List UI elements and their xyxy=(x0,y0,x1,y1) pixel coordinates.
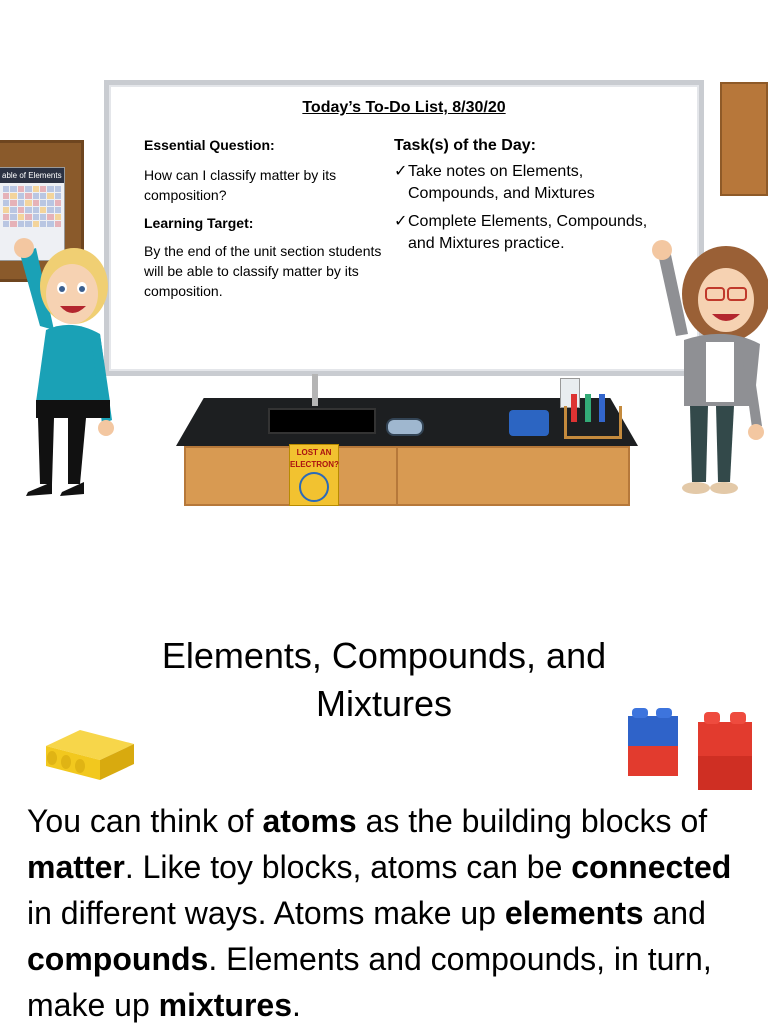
paragraph-segment: . Elements and compounds, in turn, make up xyxy=(27,941,712,1023)
beaker-icon xyxy=(560,378,580,408)
lab-scale-icon xyxy=(509,410,549,436)
learning-target-text: By the end of the unit section students will be able to classify matter by its composition. xyxy=(144,243,382,299)
term-mixtures: mixtures xyxy=(158,987,293,1023)
slide-heading xyxy=(84,632,684,728)
paragraph-segment: and xyxy=(643,895,706,931)
essential-question-text: How can I classify matter by its composition? xyxy=(144,167,337,203)
periodic-table-grid xyxy=(0,183,64,230)
test-tube-rack-icon xyxy=(564,406,622,439)
checkmark-icon: ✓ xyxy=(394,213,408,230)
paragraph-segment: . xyxy=(292,987,301,1023)
teacher-avatar-left xyxy=(6,234,134,500)
whiteboard-right-column xyxy=(394,135,654,261)
sink xyxy=(268,408,376,434)
book-title-line2: ELECTRON? xyxy=(290,460,339,469)
paragraph-segment: as the building blocks of xyxy=(356,803,708,839)
heading-line-2: Mixtures xyxy=(315,683,453,724)
faucet-icon xyxy=(312,374,318,406)
whiteboard xyxy=(104,80,704,376)
atom-icon xyxy=(299,472,329,502)
intro-paragraph xyxy=(27,798,757,1028)
blue-red-toy-block-icon xyxy=(626,706,680,776)
book-title-line1: LOST AN xyxy=(296,448,332,457)
term-atoms: atoms xyxy=(262,803,357,839)
task-text: Complete Elements, Compounds, and Mixtures practice. xyxy=(408,213,648,252)
essential-question-label: Essential Question: xyxy=(144,137,275,153)
teacher-avatar-right xyxy=(632,236,768,500)
poster-title: able of Elements xyxy=(0,168,64,183)
content-slide xyxy=(0,560,768,1024)
learning-target-label: Learning Target: xyxy=(144,215,254,231)
paragraph-segment: You can think of xyxy=(27,803,263,839)
task-item xyxy=(394,161,654,205)
yellow-toy-block-icon xyxy=(40,720,136,780)
paragraph-segment: . Like toy blocks, atoms can be xyxy=(124,849,572,885)
paragraph-segment: in different ways. Atoms make up xyxy=(27,895,505,931)
todo-title: Today’s To-Do List, 8/30/20 xyxy=(302,99,506,116)
safety-goggles-icon xyxy=(386,418,424,436)
counter-cabinet xyxy=(184,446,630,506)
term-elements: elements xyxy=(504,895,644,931)
lab-counter xyxy=(176,398,638,508)
lost-an-electron-book xyxy=(289,444,339,506)
checkmark-icon: ✓ xyxy=(394,163,408,180)
red-toy-block-icon xyxy=(696,710,754,792)
heading-line-1: Elements, Compounds, and xyxy=(161,635,607,676)
term-compounds: compounds xyxy=(27,941,209,977)
wall-cabinet xyxy=(720,82,768,196)
tasks-label: Task(s) of the Day: xyxy=(394,137,536,154)
whiteboard-left-column xyxy=(144,135,384,309)
term-connected: connected xyxy=(571,849,732,885)
task-item xyxy=(394,211,654,255)
term-matter: matter xyxy=(27,849,125,885)
task-text: Take notes on Elements, Compounds, and Mixtures xyxy=(408,163,595,202)
